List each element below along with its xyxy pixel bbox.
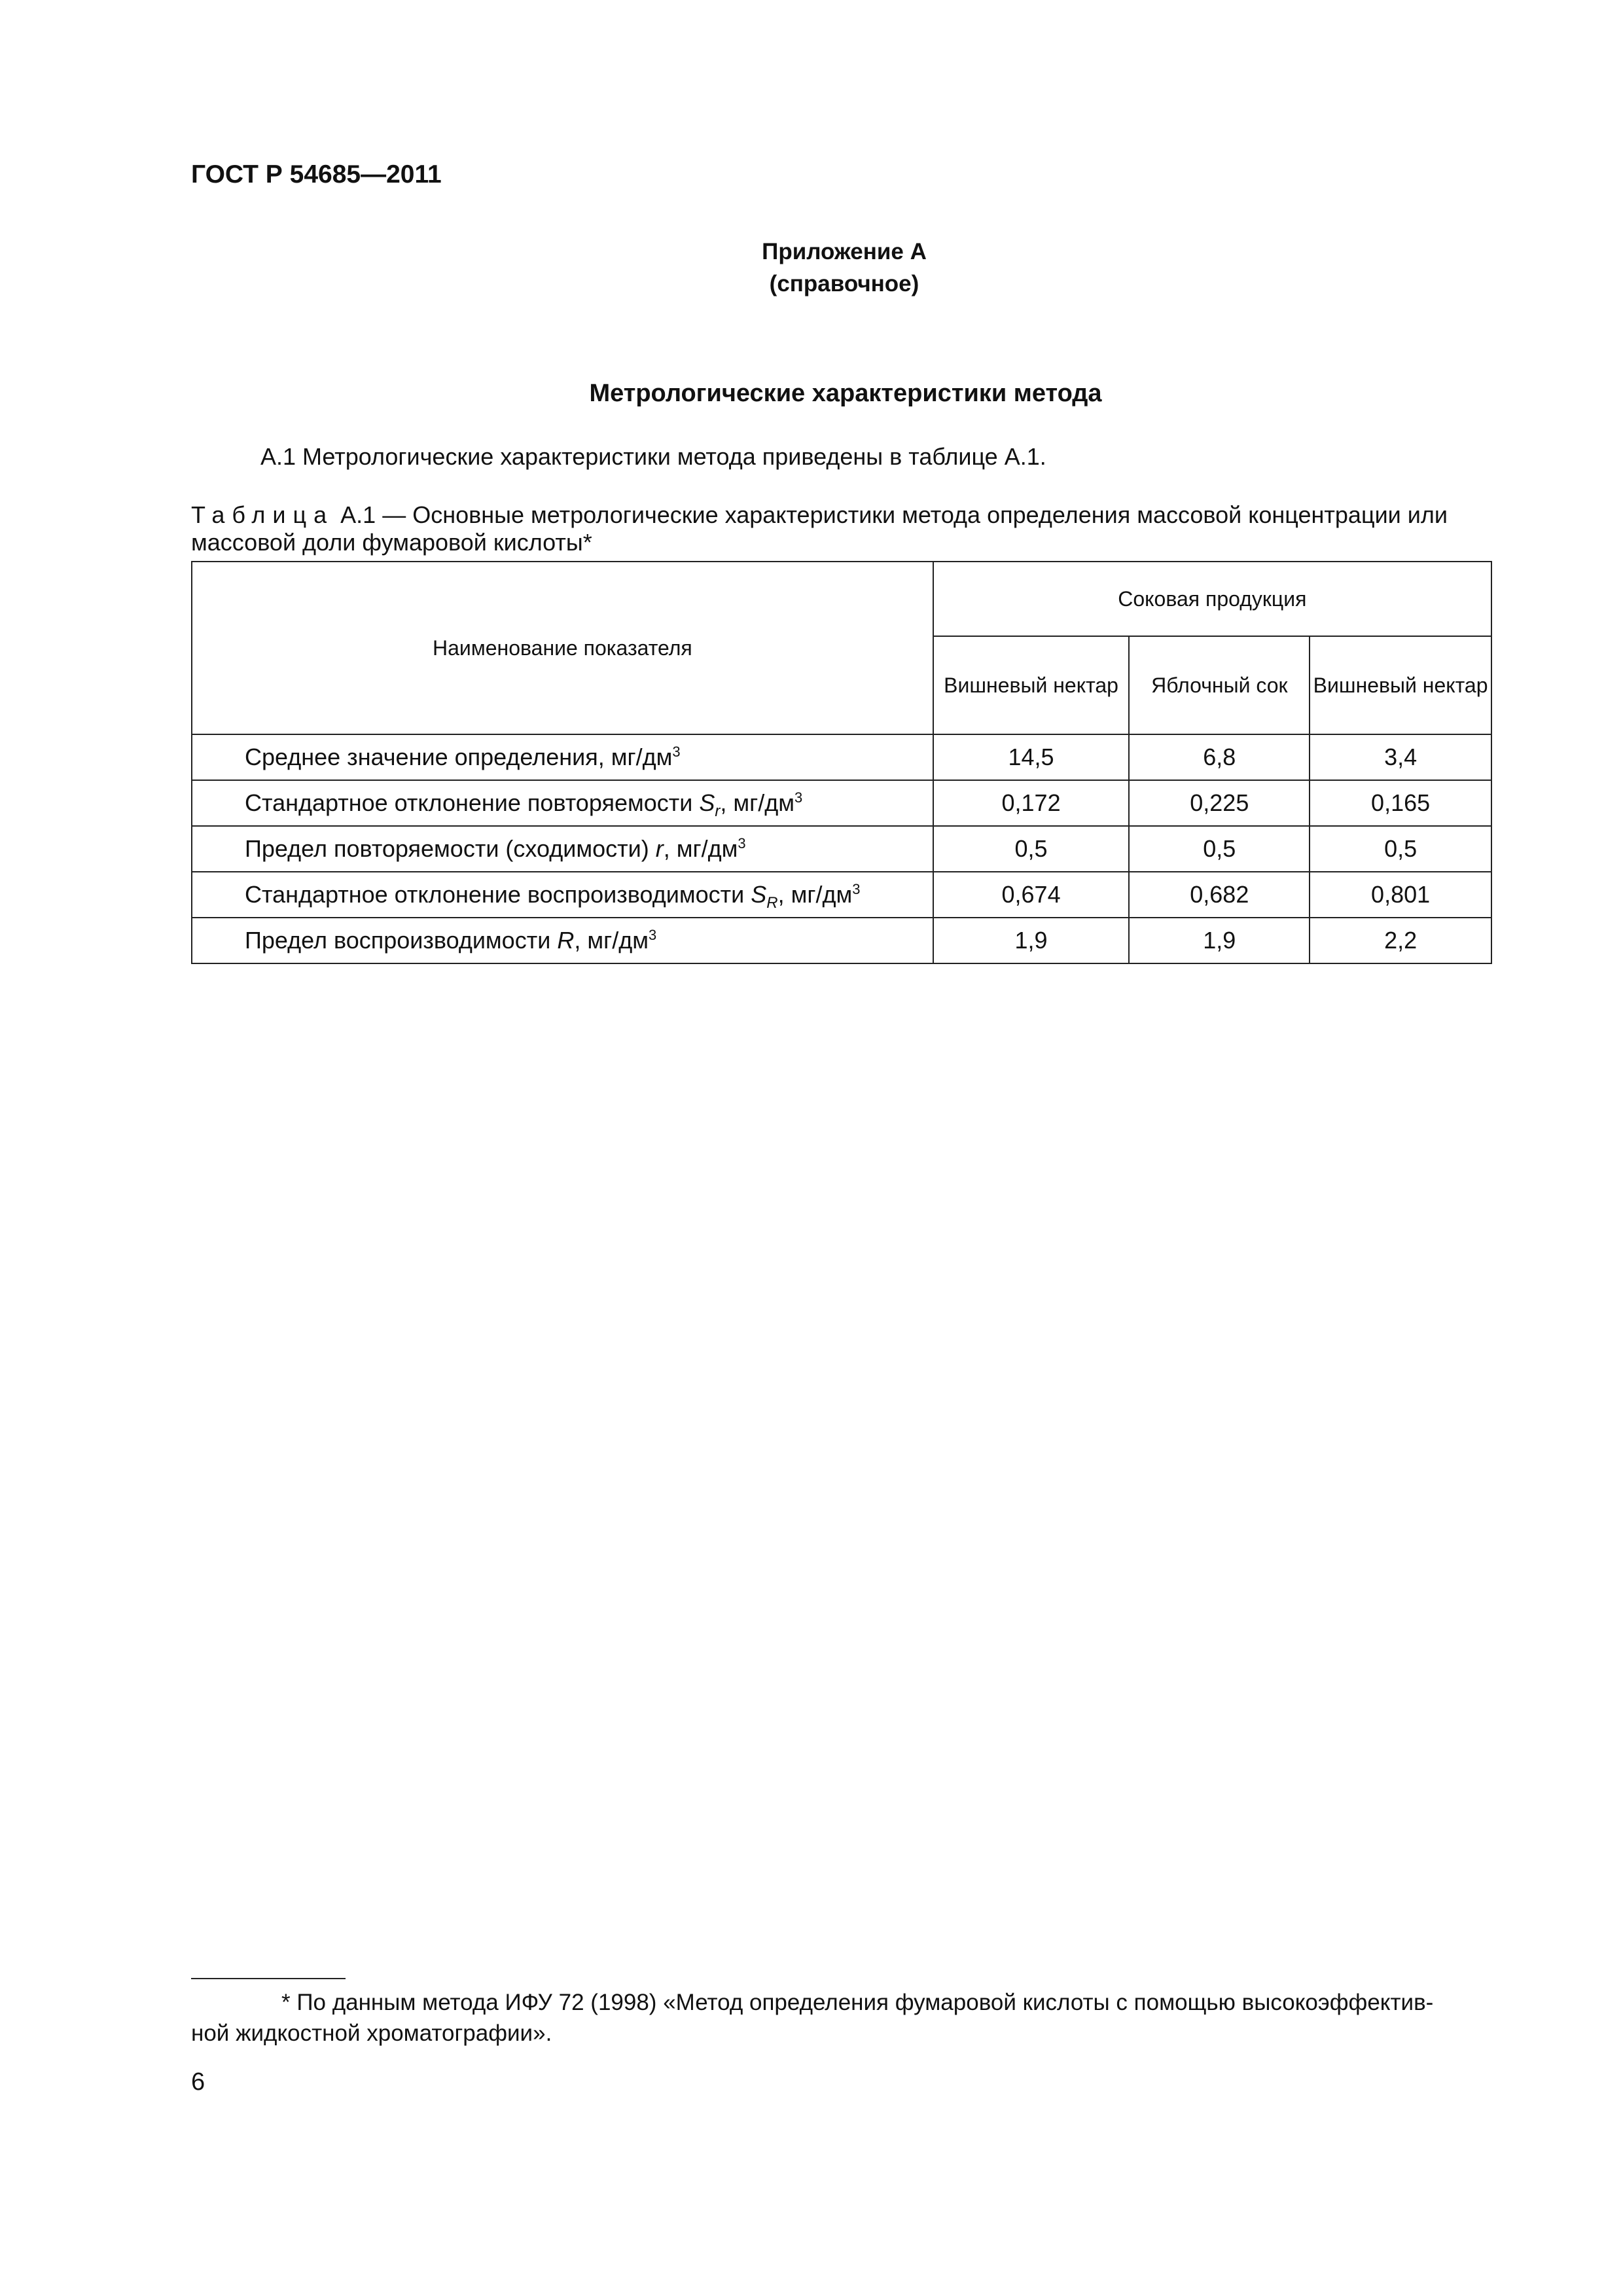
value-cell: 0,225 bbox=[1129, 780, 1310, 826]
indicator-name: Предел повторяемости (сходимости) r, $мг/дм^3$ bbox=[192, 826, 933, 872]
indicator-name: Стандартное отклонение повторяемости $S_r$, $мг/дм^3$ bbox=[192, 780, 933, 826]
indicator-name: Среднее значение определения, $мг/дм^3$ bbox=[192, 734, 933, 780]
product-group-header: Соковая продукция bbox=[933, 562, 1491, 636]
footnote-line: ной жидкостной хроматографии». bbox=[191, 2020, 552, 2046]
value-cell: 0,674 bbox=[933, 872, 1130, 918]
value-cell: 0,682 bbox=[1129, 872, 1310, 918]
table-caption-text: А.1 — Основные метрологические характеристики метода определения массовой концентрации или массовой доли фумаровой кислоты* bbox=[191, 501, 1448, 556]
value-cell: 3,4 bbox=[1310, 734, 1491, 780]
appendix-title: Приложение А bbox=[762, 239, 927, 264]
value-cell: 6,8 bbox=[1129, 734, 1310, 780]
indicator-name: Стандартное отклонение воспроизводимости $S_R$, $мг/дм^3$ bbox=[192, 872, 933, 918]
value-cell: 0,5 bbox=[1310, 826, 1491, 872]
value-cell: 0,5 bbox=[933, 826, 1130, 872]
table-caption-label: Таблица bbox=[191, 501, 334, 528]
section-title: Метрологические характеристики метода bbox=[589, 380, 1102, 407]
appendix-status: (справочное) bbox=[769, 271, 919, 296]
table-header-row bbox=[192, 562, 1491, 636]
footnote bbox=[191, 1987, 1493, 2049]
value-cell: 0,801 bbox=[1310, 872, 1491, 918]
product-header: Вишневый нектар bbox=[1310, 636, 1491, 734]
value-cell: 0,165 bbox=[1310, 780, 1491, 826]
value-cell: 1,9 bbox=[1129, 918, 1310, 963]
table-row bbox=[192, 918, 1491, 963]
indicator-column-header: Наименование показателя bbox=[192, 562, 933, 734]
page-number: 6 bbox=[191, 2068, 205, 2096]
indicator-name: Предел воспроизводимости R, $мг/дм^3$ bbox=[192, 918, 933, 963]
value-cell: 0,172 bbox=[933, 780, 1130, 826]
table-row bbox=[192, 872, 1491, 918]
footnote-line: * По данным метода ИФУ 72 (1998) «Метод определения фумаровой кислоты с помощью высокоэффектив- bbox=[281, 1990, 1434, 2015]
table-row bbox=[192, 826, 1491, 872]
metrology-table bbox=[191, 561, 1492, 964]
value-cell: 14,5 bbox=[933, 734, 1130, 780]
table-row bbox=[192, 734, 1491, 780]
document-designation: ГОСТ Р 54685—2011 bbox=[191, 160, 442, 188]
table-row bbox=[192, 780, 1491, 826]
value-cell: 1,9 bbox=[933, 918, 1130, 963]
body-paragraph: А.1 Метрологические характеристики метода приведены в таблице А.1. bbox=[260, 443, 1046, 470]
footnote-separator bbox=[191, 1978, 346, 1979]
value-cell: 2,2 bbox=[1310, 918, 1491, 963]
value-cell: 0,5 bbox=[1129, 826, 1310, 872]
table-caption bbox=[191, 501, 1500, 556]
appendix-heading bbox=[720, 236, 969, 300]
product-header: Яблочный сок bbox=[1129, 636, 1310, 734]
product-header: Вишневый нектар bbox=[933, 636, 1130, 734]
